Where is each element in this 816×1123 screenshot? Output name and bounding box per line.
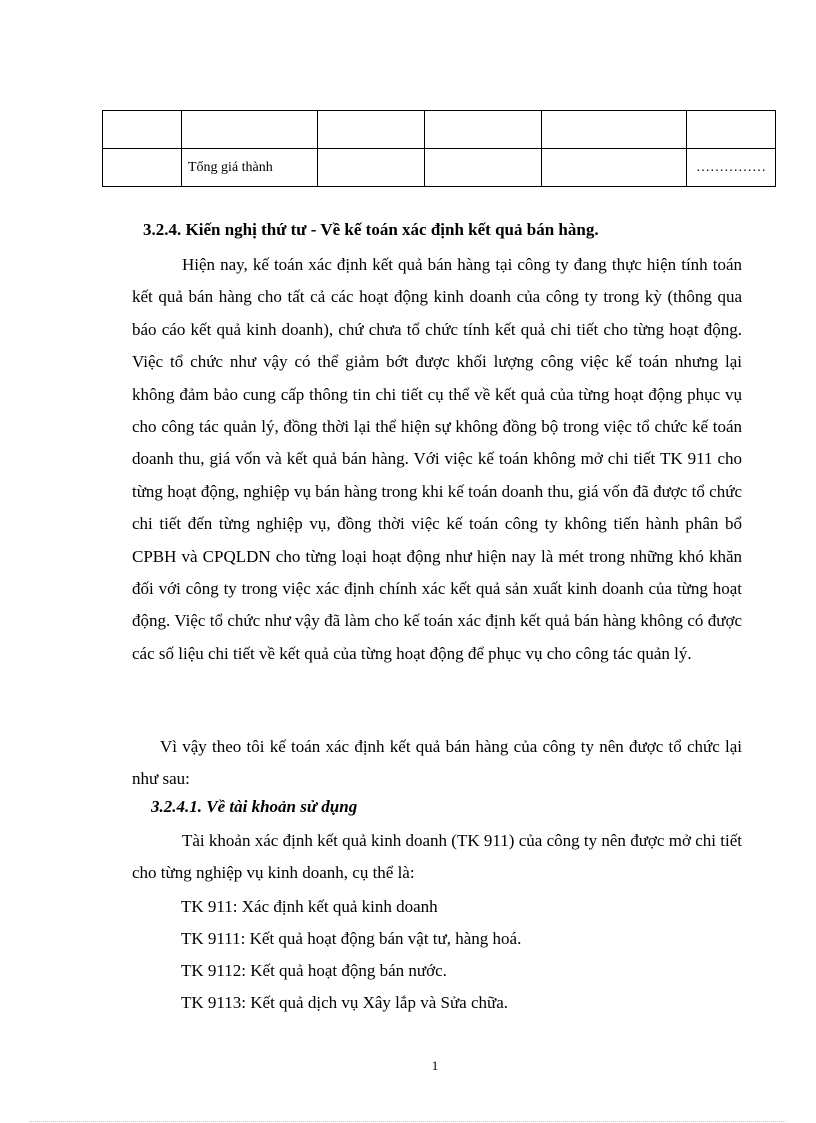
page-bottom-divider (30, 1121, 786, 1122)
account-item: TK 9112: Kết quả hoạt động bán nước. (181, 961, 447, 980)
table-row (103, 149, 776, 187)
table-cell (182, 111, 318, 149)
section-heading: 3.2.4. Kiến nghị thứ tư - Về kế toán xác định kết quả bán hàng. (143, 220, 599, 239)
account-item: TK 9111: Kết quả hoạt động bán vật tư, hàng hoá. (181, 929, 522, 948)
account-item: TK 9113: Kết quả dịch vụ Xây lắp và Sửa chữa. (181, 993, 509, 1012)
total-cost-value: …………… (687, 149, 776, 187)
table-cell (542, 111, 687, 149)
table-cell (425, 111, 542, 149)
paragraph-proposal: Vì vậy theo tôi kế toán xác định kết quả bán hàng của công ty nên được tổ chức lại như sau: (132, 737, 742, 789)
paragraph-current-practice: Hiện nay, kế toán xác định kết quả bán hàng tại công ty đang thực hiện tính toán kết quả bán hàng cho tất cả các hoạt động kinh doanh của công ty trong kỳ (thông qua báo cáo kết quả kinh doanh), chứ chưa tổ chức tính kết quả chi tiết cho từng hoạt động. Việc tổ chức như vậy có thể giảm bớt được khối lượng công việc kế toán nhưng lại không đảm bảo cung cấp thông tin chi tiết cụ thể về kết quả của từng hoạt động phục vụ cho công tác quản lý, đồng thời lại thể hiện sự không đồng bộ trong việc tổ chức kế toán doanh thu, giá vốn và kết quả bán hàng. Với việc kế toán không mở chi tiết TK 911 cho từng hoạt động, nghiệp vụ bán hàng trong khi kế toán doanh thu, giá vốn đã được tổ chức chi tiết đến từng nghiệp vụ, đồng thời việc kế toán công ty không tiến hành phân bổ CPBH và CPQLDN cho từng loại hoạt động như hiện nay là mét trong những khó khăn đối với công ty trong việc xác định chính xác kết quả sản xuất kinh doanh của từng hoạt động. Việc tổ chức như vậy đã làm cho kế toán xác định kết quả bán hàng không có được các số liệu chi tiết về kết quả của từng hoạt động để phục vụ cho công tác quản lý. (132, 255, 742, 663)
table-cell (542, 149, 687, 187)
table-cell (103, 149, 182, 187)
cost-table (102, 110, 776, 187)
table-row (103, 111, 776, 149)
total-cost-label: Tổng giá thành (182, 149, 318, 187)
subsection-heading: 3.2.4.1. Về tài khoản sử dụng (151, 797, 358, 816)
page-number: 1 (431, 1058, 439, 1073)
table-cell (318, 149, 425, 187)
table-cell (103, 111, 182, 149)
table-cell (687, 111, 776, 149)
table-cell (318, 111, 425, 149)
paragraph-account-usage: Tài khoản xác định kết quả kinh doanh (TK 911) của công ty nên được mở chi tiết cho từng nghiệp vụ kinh doanh, cụ thể là: (132, 831, 742, 883)
account-item: TK 911: Xác định kết quả kinh doanh (181, 897, 438, 916)
table-cell (425, 149, 542, 187)
